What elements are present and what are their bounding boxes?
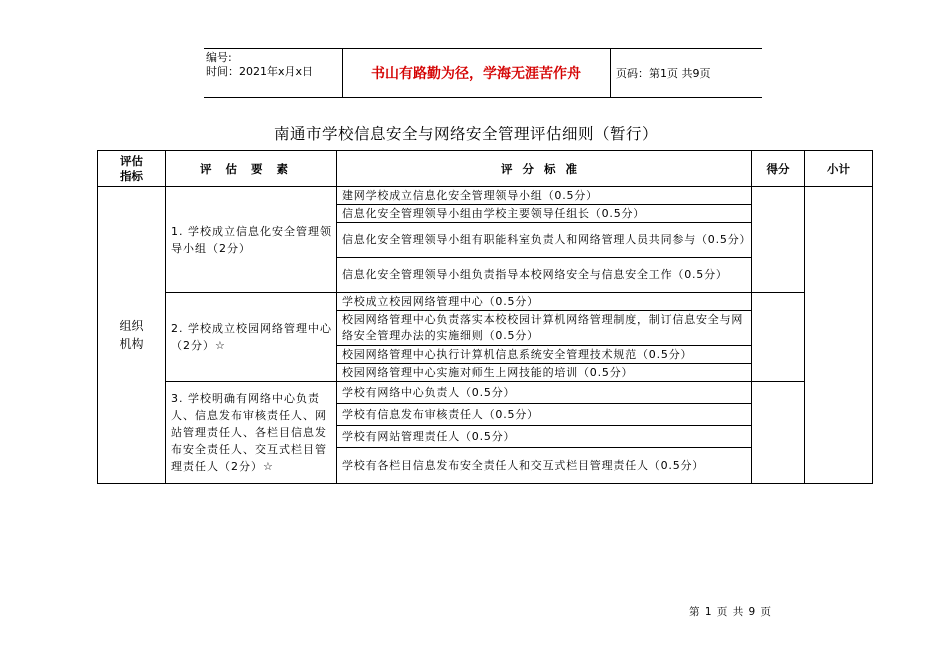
header-meta xyxy=(206,51,313,79)
header-elements: 评估要素 xyxy=(166,151,337,187)
score-cell xyxy=(752,187,805,293)
standard-cell: 信息化安全管理领导小组由学校主要领导任组长（0.5分） xyxy=(337,205,752,223)
score-cell xyxy=(752,382,805,484)
page-footer: 第 1 页 共 9 页 xyxy=(689,606,773,618)
standard-cell: 学校有各栏目信息发布安全责任人和交互式栏目管理责任人（0.5分） xyxy=(337,448,752,484)
table-header-row xyxy=(98,151,873,187)
element-cell: 3. 学校明确有网络中心负责人、信息发布审核责任人、网站管理责任人、各栏目信息发布安全责任人、交互式栏目管理责任人（2分）☆ xyxy=(166,382,337,484)
header-indicator-line1: 评估 xyxy=(120,153,143,168)
score-cell xyxy=(752,293,805,382)
element-cell: 1. 学校成立信息化安全管理领导小组（2分） xyxy=(166,187,337,293)
standard-cell: 校园网络管理中心负责落实本校校园计算机网络管理制度，制订信息安全与网络安全管理办法的实施细则（0.5分） xyxy=(337,311,752,346)
header-divider xyxy=(610,49,611,97)
standard-cell: 信息化安全管理领导小组有职能科室负责人和网络管理人员共同参与（0.5分） xyxy=(337,223,752,258)
standard-cell: 学校成立校园网络管理中心（0.5分） xyxy=(337,293,752,311)
element-cell: 2. 学校成立校园网络管理中心（2分）☆ xyxy=(166,293,337,382)
header-page-info: 页码：第1页 共9页 xyxy=(616,67,711,80)
header-subtotal: 小计 xyxy=(805,151,873,187)
evaluation-table xyxy=(97,150,873,484)
standard-cell: 学校有网络中心负责人（0.5分） xyxy=(337,382,752,404)
standard-cell: 校园网络管理中心执行计算机信息系统安全管理技术规范（0.5分） xyxy=(337,346,752,364)
standard-cell: 学校有网站管理责任人（0.5分） xyxy=(337,426,752,448)
subtotal-cell xyxy=(805,187,873,484)
standard-cell: 信息化安全管理领导小组负责指导本校网络安全与信息安全工作（0.5分） xyxy=(337,258,752,293)
category-line1: 组织 xyxy=(119,319,144,333)
document-title: 南通市学校信息安全与网络安全管理评估细则（暂行） xyxy=(273,125,658,143)
standard-cell: 学校有信息发布审核责任人（0.5分） xyxy=(337,404,752,426)
standard-cell: 建网学校成立信息化安全管理领导小组（0.5分） xyxy=(337,187,752,205)
header-standard: 评分标准 xyxy=(337,151,752,187)
table-row xyxy=(98,293,873,311)
document-time: 时间：2021年x月x日 xyxy=(206,65,314,78)
document-header xyxy=(204,48,762,98)
header-motto: 书山有路勤为径，学海无涯苦作舟 xyxy=(371,66,581,82)
document-number-label: 编号: xyxy=(206,51,232,64)
header-score: 得分 xyxy=(752,151,805,187)
standard-cell: 校园网络管理中心实施对师生上网技能的培训（0.5分） xyxy=(337,364,752,382)
header-indicator xyxy=(98,151,166,187)
table-row xyxy=(98,187,873,205)
category-line2: 机构 xyxy=(119,337,144,351)
header-indicator-line2: 指标 xyxy=(120,168,143,183)
table-row xyxy=(98,382,873,404)
category-cell xyxy=(98,187,166,484)
